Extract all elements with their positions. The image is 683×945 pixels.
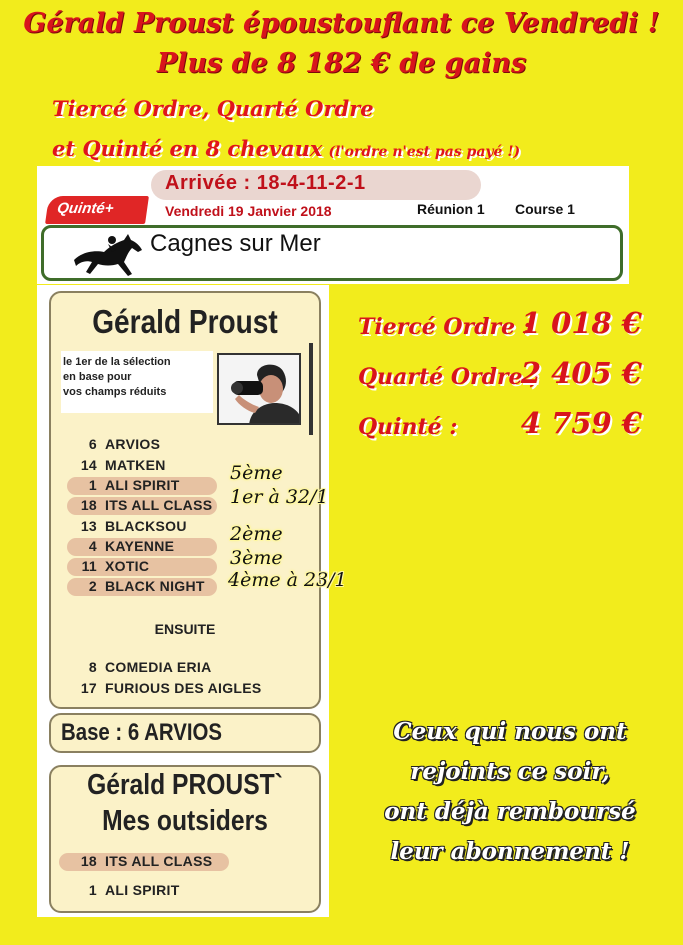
runner-name: XOTIC <box>105 558 150 574</box>
runner-row <box>71 659 212 679</box>
quarte-label: Quarté Ordre ; <box>358 364 539 390</box>
outsiders-title-1: Gérald PROUST` <box>87 769 283 801</box>
tierce-value: 1 018 € <box>520 306 642 340</box>
runner-name: ARVIOS <box>105 436 161 452</box>
bets-line-2 <box>52 136 520 161</box>
bets-line-2-text: et Quinté en 8 chevaux <box>52 136 323 161</box>
note-line-3: vos champs réduits <box>63 386 167 398</box>
outsiders-card <box>49 765 321 913</box>
headline-title: Gérald Proust époustouflant ce Vendredi ! <box>23 8 660 39</box>
closing-message <box>360 712 660 872</box>
runner-row <box>71 680 262 700</box>
headline-gains: Plus de 8 182 € de gains <box>156 48 527 79</box>
tipster-name: Gérald Proust <box>92 303 278 340</box>
runner-number: 11 <box>81 558 97 574</box>
runner-number: 18 <box>80 853 97 869</box>
runner-name: ALI SPIRIT <box>105 882 180 898</box>
outsiders-title-2: Mes outsiders <box>102 805 268 837</box>
runner-number: 1 <box>88 882 97 898</box>
runner-row <box>71 558 149 578</box>
runner-name: BLACKSOU <box>105 518 187 534</box>
venue-box <box>41 225 623 281</box>
base-card <box>49 713 321 753</box>
runner-name: ITS ALL CLASS <box>105 853 213 869</box>
runner-name: MATKEN <box>105 457 166 473</box>
placing-its-all-class: 1er à 32/1 <box>230 486 329 508</box>
runner-row <box>71 538 174 558</box>
race-meeting: Réunion 1 <box>417 201 485 217</box>
selection-note <box>63 355 213 400</box>
runner-number: 14 <box>80 457 97 473</box>
runner-name: KAYENNE <box>105 538 175 554</box>
runner-number: 1 <box>88 477 97 493</box>
runner-number: 8 <box>88 659 97 675</box>
ensuite-label: ENSUITE <box>154 621 216 637</box>
arrival-result: Arrivée : 18-4-11-2-1 <box>165 172 366 194</box>
placing-ali-spirit: 5ème <box>230 462 283 484</box>
placing-black-night: 4ème à 23/1 <box>228 569 347 591</box>
race-date: Vendredi 19 Janvier 2018 <box>165 203 332 219</box>
arrival-panel <box>37 166 629 284</box>
note-line-1: le 1er de la sélection <box>63 356 171 368</box>
racehorse-icon <box>68 230 148 278</box>
quinte-value: 4 759 € <box>520 406 642 440</box>
bets-note: (l'ordre n'est pas payé !) <box>328 144 521 160</box>
closing-line-4: leur abonnement ! <box>390 838 630 865</box>
selection-column <box>37 285 329 917</box>
man-with-binoculars-icon <box>219 355 301 425</box>
runner-name: BLACK NIGHT <box>105 578 205 594</box>
closing-line-2: rejoints ce soir, <box>410 758 610 785</box>
runner-name: ITS ALL CLASS <box>105 497 213 513</box>
runner-row <box>71 578 205 598</box>
runner-number: 2 <box>88 578 97 594</box>
runner-row <box>71 497 212 517</box>
runner-row <box>71 477 180 497</box>
placing-kayenne: 2ème <box>230 523 283 545</box>
base-pick: Base : 6 ARVIOS <box>61 719 223 746</box>
runner-row <box>71 882 180 902</box>
note-line-2: en base pour <box>63 371 132 383</box>
runner-row <box>71 853 212 873</box>
runner-number: 4 <box>88 538 97 554</box>
runner-name: COMEDIA ERIA <box>105 659 212 675</box>
venue-name: Cagnes sur Mer <box>150 230 321 257</box>
runner-number: 18 <box>80 497 97 513</box>
quinte-label: Quinté : <box>358 414 458 440</box>
runner-row <box>71 457 166 477</box>
bets-line-1: Tiercé Ordre, Quarté Ordre <box>52 96 374 121</box>
placing-xotic: 3ème <box>230 547 283 569</box>
race-number: Course 1 <box>515 201 575 217</box>
closing-line-3: ont déjà remboursé <box>384 798 636 825</box>
tipster-photo <box>217 353 301 425</box>
runner-number: 13 <box>80 518 97 534</box>
quinte-plus-logo: Quinté+ <box>45 196 149 224</box>
divider-bar <box>309 343 313 435</box>
runner-row <box>71 436 160 456</box>
quarte-value: 2 405 € <box>520 356 642 390</box>
runner-number: 17 <box>80 680 97 696</box>
runner-name: ALI SPIRIT <box>105 477 180 493</box>
closing-line-1: Ceux qui nous ont <box>393 718 627 745</box>
runner-row <box>71 518 187 538</box>
runner-name: FURIOUS DES AIGLES <box>105 680 262 696</box>
tierce-label: Tiercé Ordre : <box>358 314 531 340</box>
runner-number: 6 <box>88 436 97 452</box>
